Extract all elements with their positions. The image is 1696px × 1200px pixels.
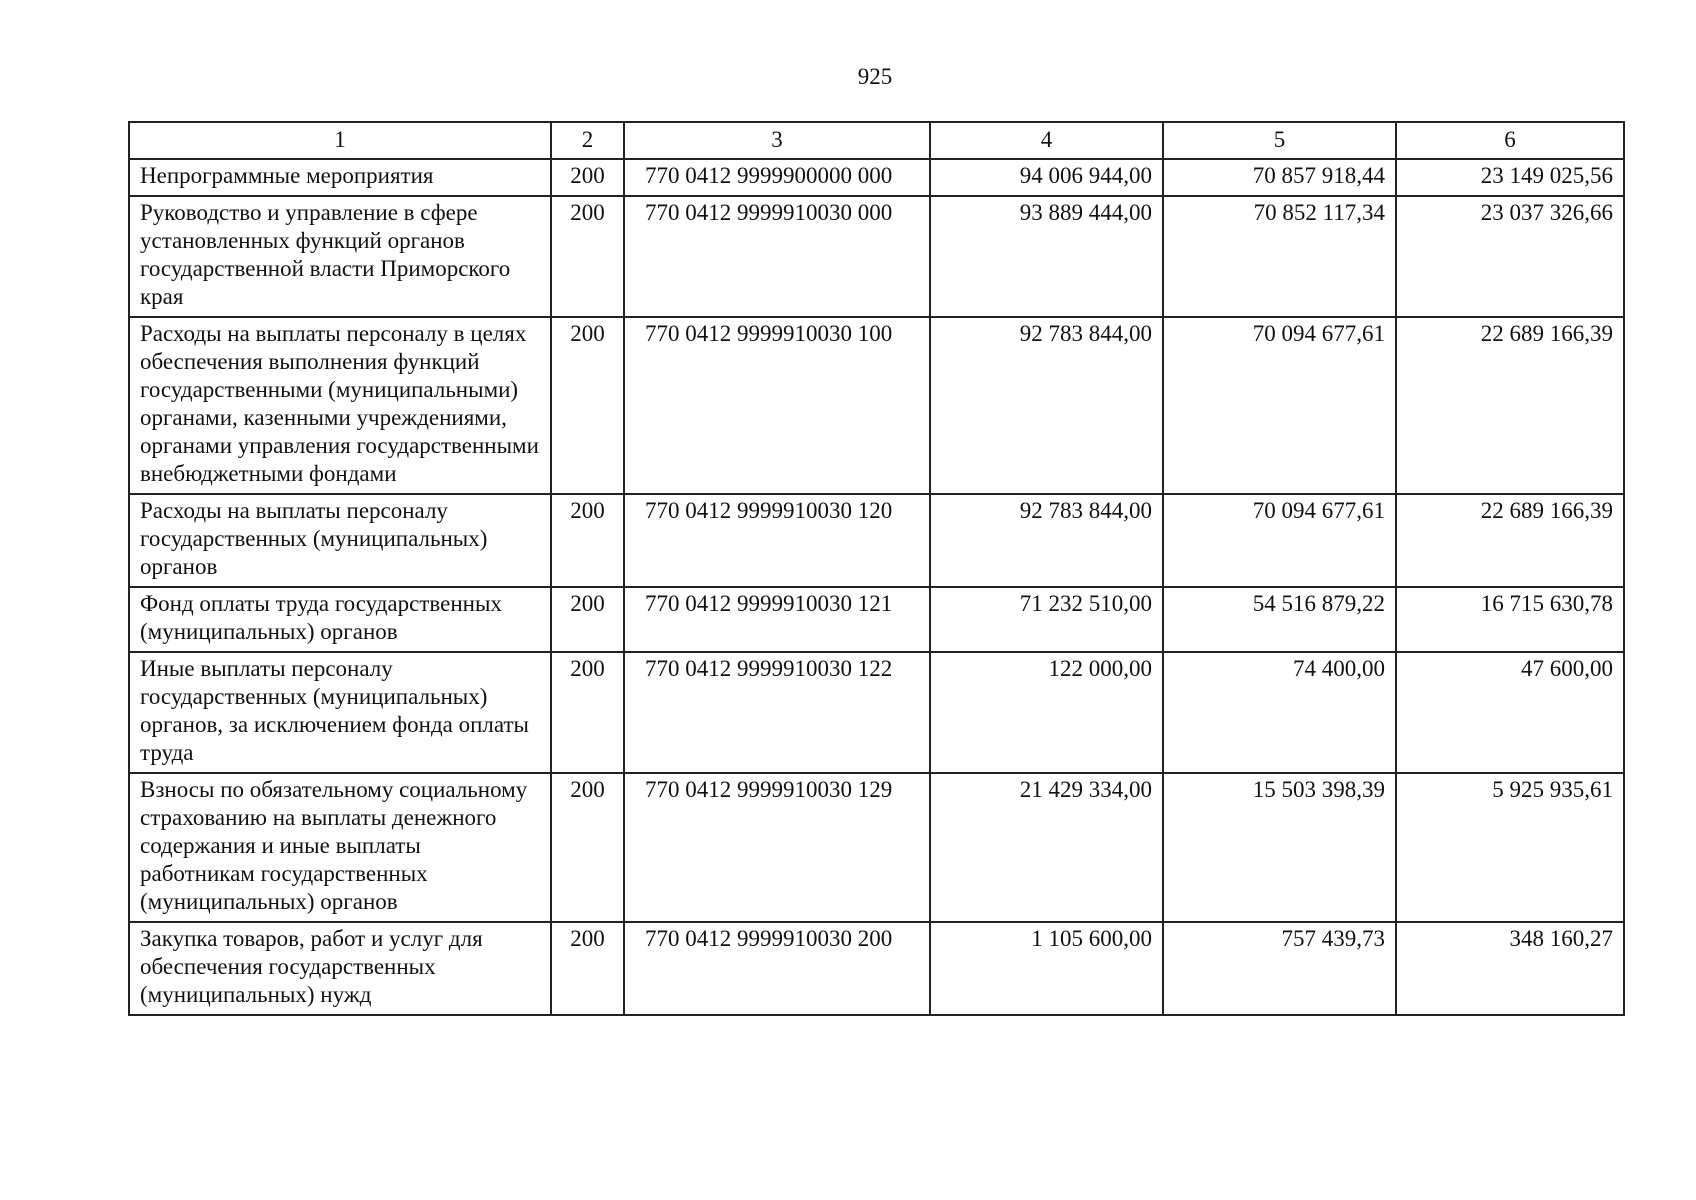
table-row (129, 196, 1624, 317)
row-grbs: 200 (551, 494, 624, 587)
row-grbs: 200 (551, 773, 624, 922)
table-row (129, 159, 1624, 196)
column-header-2: 2 (551, 122, 624, 159)
row-remaining: 23 149 025,56 (1396, 159, 1624, 196)
table-row (129, 587, 1624, 652)
row-remaining: 22 689 166,39 (1396, 317, 1624, 494)
table-row (129, 494, 1624, 587)
row-executed: 74 400,00 (1163, 652, 1396, 773)
row-executed: 70 094 677,61 (1163, 494, 1396, 587)
row-name: Расходы на выплаты персоналу в целях обеспечения выполнения функций государственными (муниципальными) органами, казенными учреждениями, органами управления государственными внебюджетными фондами (129, 317, 551, 494)
column-header-3: 3 (624, 122, 930, 159)
row-name: Закупка товаров, работ и услуг для обеспечения государственных (муниципальных) нужд (129, 922, 551, 1015)
row-executed: 757 439,73 (1163, 922, 1396, 1015)
table-row (129, 773, 1624, 922)
row-executed: 70 857 918,44 (1163, 159, 1396, 196)
row-name: Взносы по обязательному социальному страхованию на выплаты денежного содержания и иные выплаты работникам государственных (муниципальных) органов (129, 773, 551, 922)
row-name: Непрограммные мероприятия (129, 159, 551, 196)
row-remaining: 23 037 326,66 (1396, 196, 1624, 317)
row-executed: 70 852 117,34 (1163, 196, 1396, 317)
row-grbs: 200 (551, 922, 624, 1015)
row-approved: 71 232 510,00 (930, 587, 1163, 652)
row-approved: 21 429 334,00 (930, 773, 1163, 922)
budget-table (128, 121, 1625, 1016)
table-row (129, 922, 1624, 1015)
row-approved: 93 889 444,00 (930, 196, 1163, 317)
row-name: Расходы на выплаты персоналу государственных (муниципальных) органов (129, 494, 551, 587)
row-grbs: 200 (551, 196, 624, 317)
row-name: Руководство и управление в сфере установленных функций органов государственной власти Приморского края (129, 196, 551, 317)
row-executed: 15 503 398,39 (1163, 773, 1396, 922)
column-header-5: 5 (1163, 122, 1396, 159)
row-approved: 92 783 844,00 (930, 494, 1163, 587)
row-code: 770 0412 9999910030 200 (624, 922, 930, 1015)
table-header-row (129, 122, 1624, 159)
row-grbs: 200 (551, 317, 624, 494)
row-grbs: 200 (551, 159, 624, 196)
row-remaining: 5 925 935,61 (1396, 773, 1624, 922)
row-code: 770 0412 9999910030 100 (624, 317, 930, 494)
row-remaining: 348 160,27 (1396, 922, 1624, 1015)
row-code: 770 0412 9999910030 000 (624, 196, 930, 317)
row-approved: 1 105 600,00 (930, 922, 1163, 1015)
row-grbs: 200 (551, 652, 624, 773)
row-code: 770 0412 9999910030 129 (624, 773, 930, 922)
row-executed: 54 516 879,22 (1163, 587, 1396, 652)
column-header-4: 4 (930, 122, 1163, 159)
row-approved: 122 000,00 (930, 652, 1163, 773)
row-remaining: 22 689 166,39 (1396, 494, 1624, 587)
row-grbs: 200 (551, 587, 624, 652)
row-executed: 70 094 677,61 (1163, 317, 1396, 494)
column-header-6: 6 (1396, 122, 1624, 159)
column-header-1: 1 (129, 122, 551, 159)
row-code: 770 0412 9999910030 121 (624, 587, 930, 652)
row-remaining: 47 600,00 (1396, 652, 1624, 773)
page-number: 925 (857, 64, 893, 89)
row-approved: 94 006 944,00 (930, 159, 1163, 196)
row-remaining: 16 715 630,78 (1396, 587, 1624, 652)
table-row (129, 317, 1624, 494)
row-code: 770 0412 9999910030 122 (624, 652, 930, 773)
row-name: Фонд оплаты труда государственных (муниципальных) органов (129, 587, 551, 652)
row-code: 770 0412 9999900000 000 (624, 159, 930, 196)
table-row (129, 652, 1624, 773)
row-approved: 92 783 844,00 (930, 317, 1163, 494)
row-code: 770 0412 9999910030 120 (624, 494, 930, 587)
row-name: Иные выплаты персоналу государственных (муниципальных) органов, за исключением фонда оплаты труда (129, 652, 551, 773)
